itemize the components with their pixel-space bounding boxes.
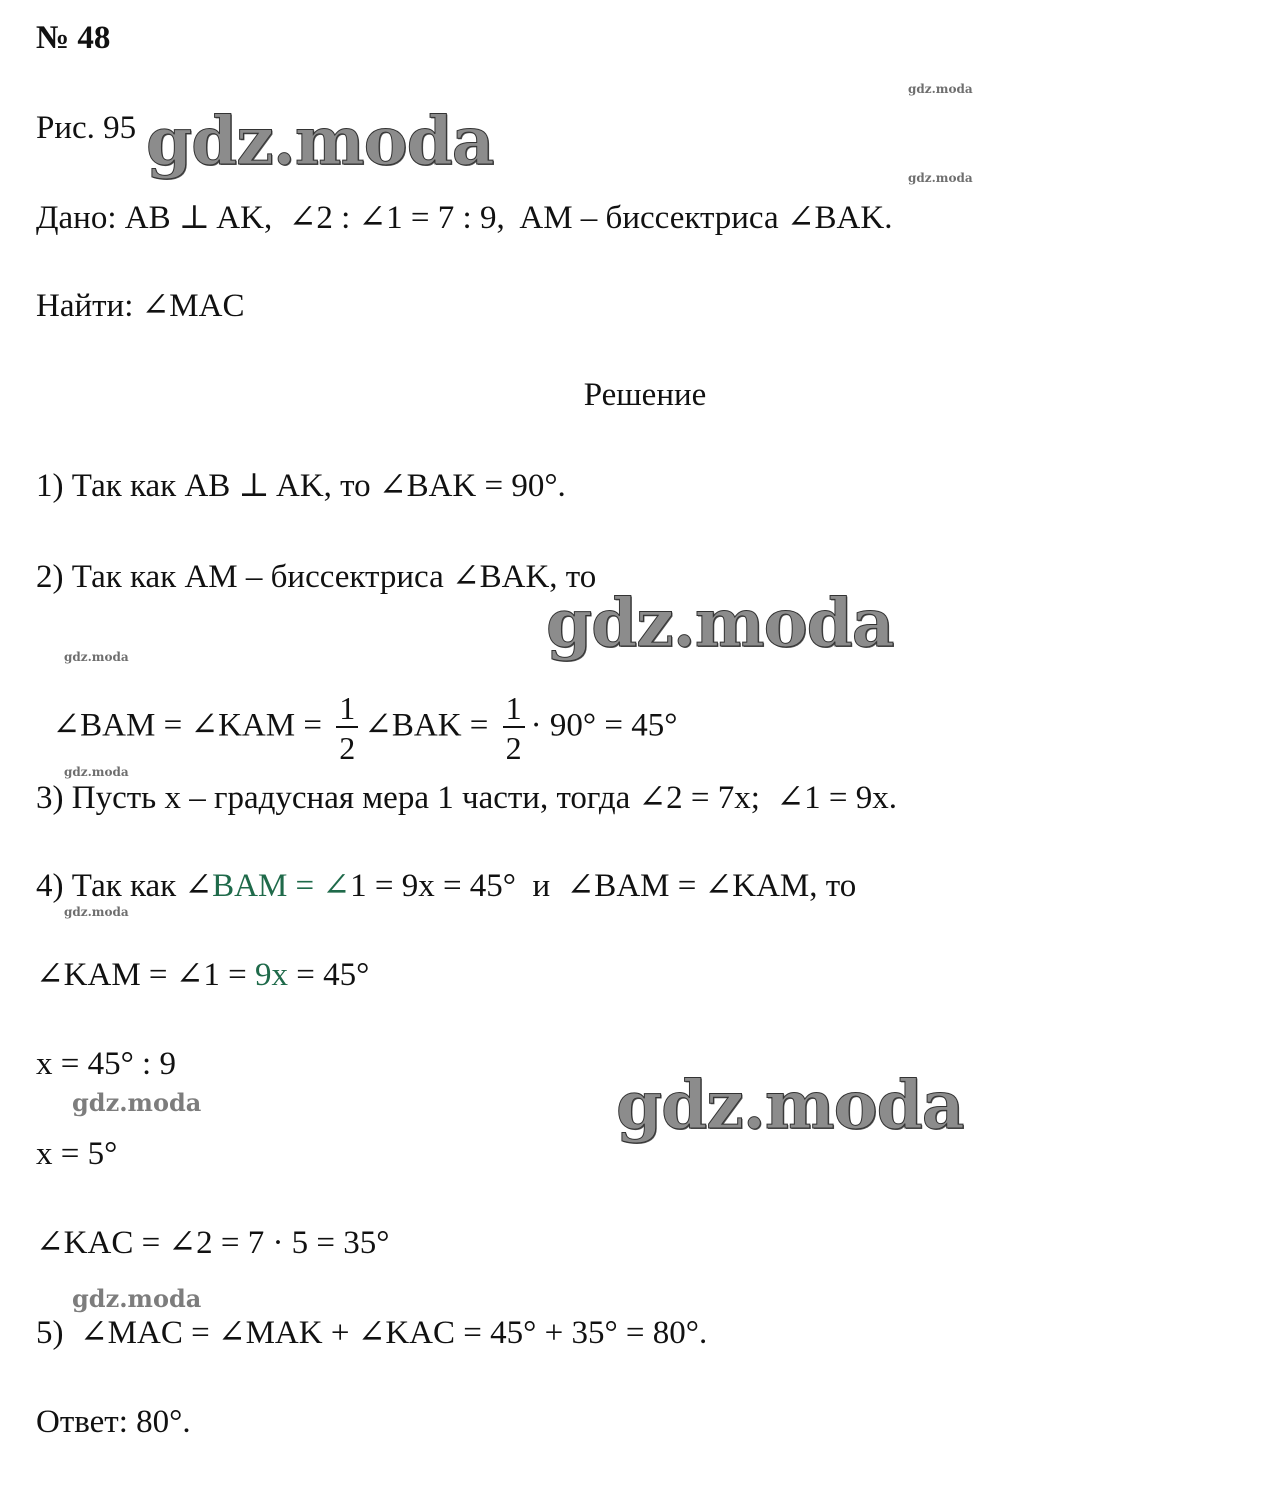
step-2-equation-part-a: ∠BAM = ∠KAM =	[52, 707, 331, 744]
watermark-logo-2: gdz.moda	[546, 584, 894, 662]
step-4-equation	[36, 955, 369, 995]
watermark-mid-2: gdz.moda	[72, 1284, 202, 1313]
step-5: 5) ∠MAC = ∠MAK + ∠KAC = 45° + 35° = 80°.	[36, 1315, 708, 1351]
step-2: 2) Так как AM – биссектриса ∠BAK, то	[36, 559, 597, 595]
step-3: 3) Пусть x – градусная мера 1 части, тогда ∠2 = 7x; ∠1 = 9x.	[36, 780, 897, 816]
watermark-logo-3: gdz.moda	[616, 1066, 964, 1144]
answer: Ответ: 80°.	[36, 1404, 191, 1440]
step-4-equation-part-b: 9x	[255, 957, 289, 993]
watermark-small-4: gdz.moda	[64, 765, 129, 779]
fraction-one-half-2	[503, 692, 525, 764]
solution-heading: Решение	[583, 377, 707, 413]
find-statement: Найти: ∠MAC	[36, 288, 245, 324]
x-division: x = 45° : 9	[36, 1046, 176, 1082]
fraction-denominator: 2	[339, 730, 356, 766]
step-4-part-b: BAM = ∠	[212, 868, 351, 904]
fraction-denominator-2: 2	[505, 730, 522, 766]
fraction-one-half	[336, 692, 358, 764]
fraction-numerator: 1	[336, 692, 358, 728]
task-number: № 48	[36, 20, 111, 56]
step-2-equation	[36, 652, 677, 764]
watermark-mid-1: gdz.moda	[72, 1088, 202, 1117]
figure-reference: Рис. 95	[36, 110, 137, 146]
step-1: 1) Так как AB ⊥ AK, то ∠BAK = 90°.	[36, 468, 566, 504]
watermark-small-5: gdz.moda	[64, 905, 129, 919]
step-4-part-a: 4) Так как ∠	[36, 868, 213, 904]
given-statement: Дано: AB ⊥ AK, ∠2 : ∠1 = 7 : 9, AM – биссектриса ∠BAK.	[36, 200, 893, 236]
step-2-equation-part-b: ∠BAK =	[364, 707, 497, 744]
watermark-small-2: gdz.moda	[908, 171, 973, 185]
x-value: x = 5°	[36, 1136, 118, 1172]
step-4-part-c: 1 = 9x = 45° и ∠BAM = ∠KAM, то	[350, 868, 857, 904]
watermark-small-3: gdz.moda	[64, 650, 129, 664]
step-4	[36, 866, 856, 906]
step-4-equation-part-c: = 45°	[288, 957, 370, 993]
step-2-equation-part-c: · 90° = 45°	[530, 707, 678, 744]
step-4-equation-part-a: ∠KAM = ∠1 =	[36, 957, 256, 993]
angle-kac: ∠KAC = ∠2 = 7 · 5 = 35°	[36, 1225, 390, 1261]
watermark-small-1: gdz.moda	[908, 82, 973, 96]
fraction-numerator-2: 1	[503, 692, 525, 728]
watermark-logo-1: gdz.moda	[146, 102, 494, 180]
